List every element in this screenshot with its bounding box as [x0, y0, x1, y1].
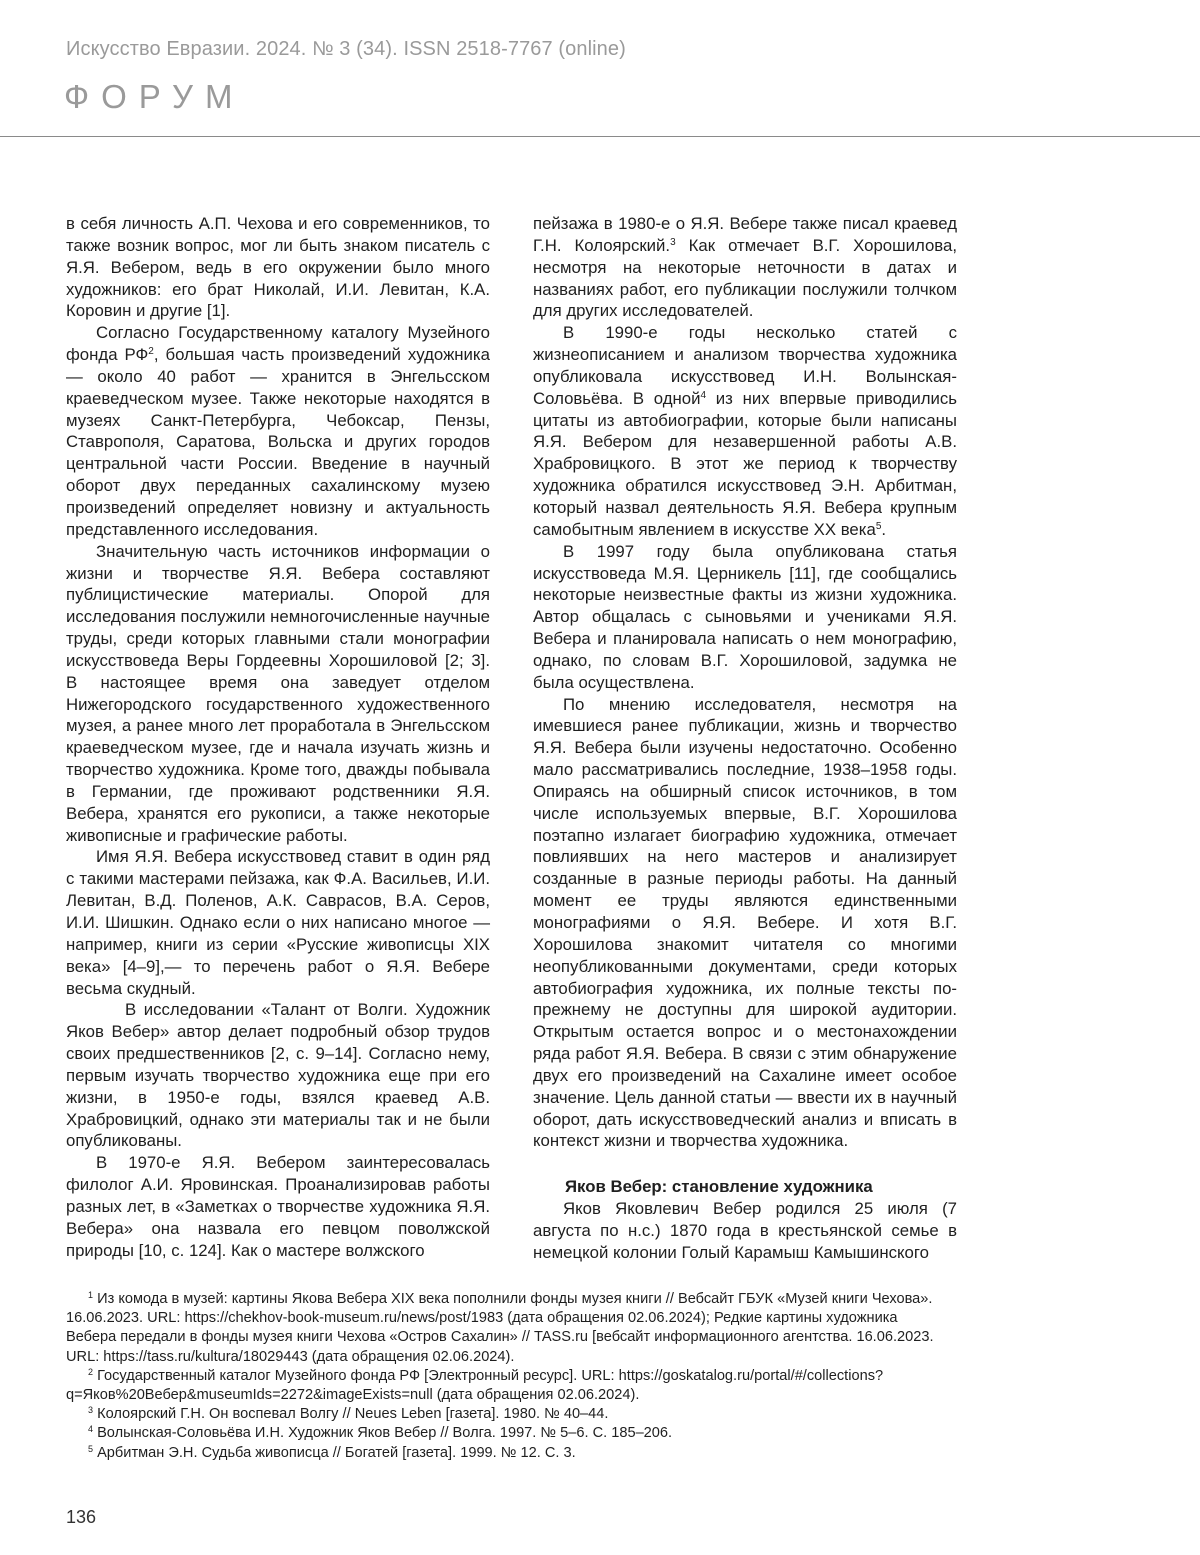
text-column-right: [533, 213, 957, 1264]
paragraph: Значительную часть источников информации о жизни и творчестве Я.Я. Вебера составляют публицистические материалы. Опорой для исследования послужили немногочисленные научные труды, среди которых главными стали монографии искусствоведа Веры Гордеевны Хорошиловой [2; 3]. В настоящее время она заведует отделом Нижегородского государственного художественного музея, а ранее много лет проработала в Энгельсском краеведческом музее, где и начала изучать жизнь и творчество художника. Кроме того, дважды побывала в Германии, где проживают родственники Я.Я. Вебера, хранятся его рукописи, а также некоторые живописные и графические работы.: [66, 541, 490, 845]
footnote: $^4$ Волынская-Соловьёва И.Н. Художник Яков Вебер // Волга. 1997. № 5–6. С. 185–206.: [88, 1424, 673, 1442]
footnote: $^2$ Государственный каталог Музейного фонда РФ [Электронный ресурс]. URL: https://goskatalog.ru/portal/#/collections?q=Яков%20Вебер&museumIds=2272&imageExists=null (дата обращения 02.06.2024).: [66, 1366, 884, 1404]
journal-header: Искусство Евразии. 2024. № 3 (34). ISSN 2518-7767 (online): [66, 38, 626, 60]
paragraph: Согласно Государственному каталогу Музейного фонда $РФ^2$, большая часть произведений художника — около 40 работ — хранится в Энгельсском краеведческом музее. Также некоторые находятся в музеях Санкт-Петербурга, Чебоксар, Пензы, Ставрополя, Саратова, Вольска и других городов центральной части России. Введение в научный оборот двух переданных сахалинскому музею произведений определяет новизну и актуальность представленного исследования.: [66, 323, 490, 539]
footnote-ref: 2: [148, 346, 154, 358]
footnotes: [66, 1290, 946, 1463]
section-title: ФОРУМ: [64, 78, 245, 115]
paragraph: Имя Я.Я. Вебера искусствовед ставит в один ряд с такими мастерами пейзажа, как Ф.А. Васильев, И.И. Левитан, В.Д. Поленов, А.К. Саврасов, В.А. Серов, И.И. Шишкин. Однако если о них написано многое — например, книги из серии «Русские живописцы XIX века» [4–9],— то перечень работ о Я.Я. Вебере весьма скудный.: [66, 847, 490, 998]
paragraph: По мнению исследователя, несмотря на имевшиеся ранее публикации, жизнь и творчество Я.Я. Вебера были изучены недостаточно. Особенно мало рассматривались последние, 1938–1958 годы. Опираясь на обширный список источников, в том числе используемых впервые, В.Г. Хорошилова поэтапно излагает биографию художника, отмечает повлиявших на него мастеров и анализирует созданные в разные периоды работы. На данный момент ее труды являются единственными монографиями о Я.Я. Вебере. И хотя В.Г. Хорошилова знакомит читателя со многими неопубликованными документами, среди которых автобиография художника, их полные тексты по-прежнему не доступны для широкой аудитории. Открытым остается вопрос и о местонахождении ряда работ Я.Я. Вебера. В связи с этим обнаружение двух его произведений на Сахалине имеет особое значение. Цель данной статьи — ввести их в научный оборот, дать искусствоведческий анализ и вписать в контекст жизни и творчества художника.: [533, 694, 957, 1151]
footnote-ref: 4: [700, 389, 707, 401]
paragraph: Яков Яковлевич Вебер родился 25 июля (7 августа по н.с.) 1870 года в крестьянской семье в немецкой колонии Голый Карамыш Камышинского: [533, 1199, 957, 1262]
section-heading: Яков Вебер: становление художника: [565, 1177, 873, 1197]
footnote: $^5$ Арбитман Э.Н. Судьба живописца // Богатей [газета]. 1999. № 12. С. 3.: [88, 1443, 576, 1461]
paragraph: в себя личность А.П. Чехова и его современников, то также возник вопрос, мог ли быть знаком писатель с Я.Я. Вебером, ведь в его окружении было много художников: его брат Николай, И.И. Левитан, К.А. Коровин и другие [1].: [66, 214, 490, 321]
text-column-left: [66, 213, 490, 1262]
header-divider: [0, 136, 1200, 137]
paragraph: В исследовании «Талант от Волги. Художник Яков Вебер» автор делает подробный обзор трудов своих предшественников [2, с. 9–14]. Согласно нему, первым изучать творчество художника еще при его жизни, в 1950-е годы, взялся краевед А.В. Храбровицкий, однако эти материалы так и не были опубликованы.: [66, 1000, 490, 1151]
footnote: $^3$ Колоярский Г.Н. Он воспевал Волгу // Neues Leben [газета]. 1980. № 40–44.: [88, 1405, 609, 1423]
paragraph: пейзажа в 1980-е о Я.Я. Вебере также писал краевед Г.Н. Колоярский.$^3$ Как отмечает В.Г. Хорошилова, несмотря на некоторые неточности в датах и названиях работ, его публикации послужили толчком для других исследователей.: [533, 214, 957, 321]
paragraph: В 1997 году была опубликована статья искусствоведа М.Я. Церникель [11], где сообщались некоторые неизвестные факты из жизни художника. Автор общалась с сыновьями и учениками Я.Я. Вебера и планировала написать о нем монографию, однако, по словам В.Г. Хорошиловой, задумка не была осуществлена.: [533, 541, 957, 692]
paragraph: В 1970-е Я.Я. Вебером заинтересовалась филолог А.И. Яровинская. Проанализировав работы разных лет, в «Заметках о творчестве художника Я.Я. Вебера» она назвала его певцом поволжской природы [10, с. 124]. Как о мастере волжского: [66, 1153, 490, 1260]
footnote: $^1$ Из комода в музей: картины Якова Вебера XIX века пополнили фонды музея книги // Вебсайт ГБУК «Музей книги Чехова». 16.06.2023. URL: https://chekhov-book-museum.ru/news/post/1983 (дата обращения 02.06.2024); Редкие картины художника Вебера передали в фонды музея книги Чехова «Остров Сахалин» // TASS.ru [вебсайт информационного агентства. 16.06.2023. URL: https://tass.ru/kultura/18029443 (дата обращения 02.06.2024).: [66, 1290, 934, 1365]
page-number: 136: [66, 1507, 97, 1527]
footnote-ref: 5: [875, 520, 882, 532]
footnote-ref: 3: [670, 236, 676, 248]
paragraph: В 1990-е годы несколько статей с жизнеописанием и анализом творчества художника опубликовала искусствовед И.Н. Волынская-Соловьёва. В одной$^4$ из них впервые приводились цитаты из автобиографии, которые были написаны Я.Я. Вебером для незавершенной работы А.В. Храбровицкого. В этот же период к творчеству художника обратился искусствовед Э.Н. Арбитман, который назвал деятельность Я.Я. Вебера крупным самобытным явлением в искусстве XX века$^5$.: [533, 323, 957, 539]
